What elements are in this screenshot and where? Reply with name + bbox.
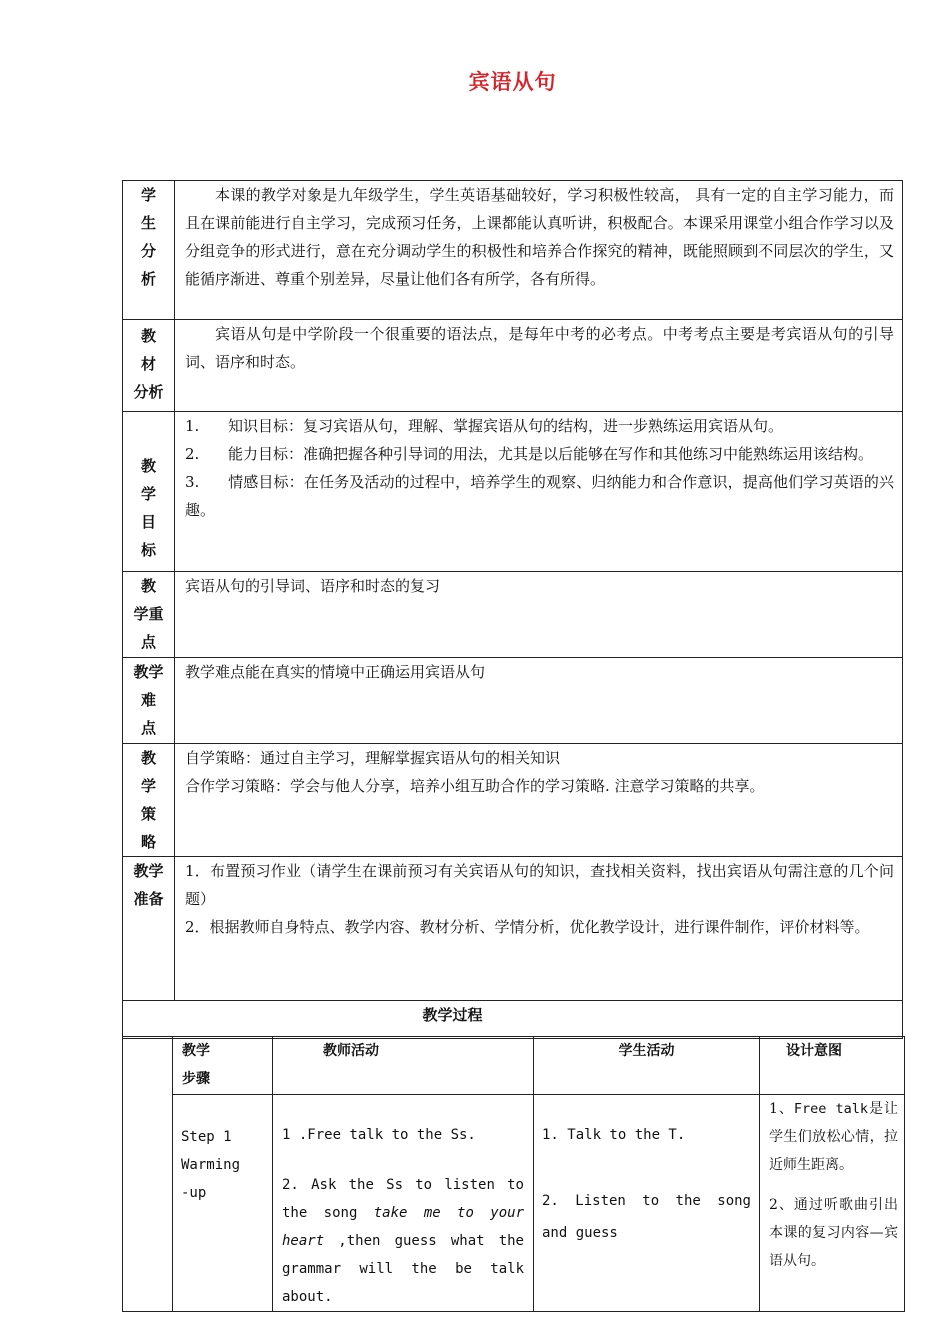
row-label: 教 学 策 略 xyxy=(123,744,175,857)
goal-item: 1. 知识目标：复习宾语从句，理解、掌握宾语从句的结构，进一步熟练运用宾语从句。 xyxy=(185,417,784,435)
song-title: take me to your heart xyxy=(282,1205,525,1249)
process-table xyxy=(122,1036,905,1312)
header-student: 学生活动 xyxy=(534,1037,760,1095)
row-content xyxy=(175,658,903,744)
paragraph: 教学难点能在真实的情境中正确运用宾语从句 xyxy=(185,663,486,681)
header-design: 设计意图 xyxy=(760,1037,905,1095)
process-margin-cell xyxy=(123,1037,173,1312)
process-heading: 教学过程 xyxy=(123,1001,903,1039)
page-title: 宾语从句 xyxy=(468,70,557,94)
row-label: 教学 准备 xyxy=(123,857,175,1001)
row-label: 教 材 分析 xyxy=(123,320,175,412)
row-content xyxy=(175,412,903,572)
paragraph: 宾语从句是中学阶段一个很重要的语法点，是每年中考的必考点。中考考点主要是考宾语从句的引导词、语序和时态。 xyxy=(185,325,894,371)
row-content xyxy=(175,320,903,412)
row-student-analysis xyxy=(123,181,903,320)
paragraph: 自学策略：通过自主学习，理解掌握宾语从句的相关知识 xyxy=(185,749,561,767)
row-label: 教 学 目 标 xyxy=(123,412,175,572)
paragraph: 2．根据教师自身特点、教学内容、教材分析、学情分析，优化教学设计，进行课件制作，评价材料等。 xyxy=(185,918,870,936)
row-label: 教学 难 点 xyxy=(123,658,175,744)
goal-item: 2. 能力目标：准确把握各种引导词的用法，尤其是以后能够在写作和其他练习中能熟练运用该结构。 xyxy=(185,445,874,463)
paragraph: 本课的教学对象是九年级学生，学生英语基础较好，学习积极性较高， 具有一定的自主学习能力，而且在课前能进行自主学习，完成预习任务，上课都能认真听讲，积极配合。本课采用课堂小组合作学习以及分组竞争的形式进行，意在充分调动学生的积极性和培养合作探究的精神，既能照顾到不同层次的学生，又能循序渐进、尊重个别差异，尽量让他们各有所学，各有所得。 xyxy=(185,186,894,288)
process-header-row xyxy=(123,1037,905,1095)
step-name: Step 1 Warming -up xyxy=(173,1095,273,1312)
paragraph: 宾语从句的引导词、语序和时态的复习 xyxy=(185,577,441,595)
row-preparation xyxy=(123,857,903,1001)
row-content xyxy=(175,744,903,857)
row-strategies xyxy=(123,744,903,857)
row-content xyxy=(175,181,903,320)
student-activity: 1. Talk to the T. 2. Listen to the song and guess xyxy=(534,1095,760,1312)
row-label: 学 生 分 析 xyxy=(123,181,175,320)
row-content xyxy=(175,572,903,658)
lesson-plan-table xyxy=(122,180,903,1039)
row-process-heading xyxy=(123,1001,903,1039)
row-content xyxy=(175,857,903,1001)
row-teaching-goals xyxy=(123,412,903,572)
teacher-activity: 1 .Free talk to the Ss. 2. Ask the Ss to listen to the song take me to your heart ,then guess what the grammar will the be talk about. xyxy=(273,1095,534,1312)
row-key-points xyxy=(123,572,903,658)
paragraph: 1．布置预习作业（请学生在课前预习有关宾语从句的知识，查找相关资料，找出宾语从句需注意的几个问题） xyxy=(185,862,894,908)
row-material-analysis xyxy=(123,320,903,412)
row-difficult-points xyxy=(123,658,903,744)
goal-item: 3. 情感目标：在任务及活动的过程中，培养学生的观察、归纳能力和合作意识，提高他们学习英语的兴趣。 xyxy=(185,473,894,519)
header-step: 教学 步骤 xyxy=(173,1037,273,1095)
header-teacher: 教师活动 xyxy=(273,1037,534,1095)
row-label: 教 学重 点 xyxy=(123,572,175,658)
paragraph: 合作学习策略：学会与他人分享，培养小组互助合作的学习策略. 注意学习策略的共享。 xyxy=(185,777,765,795)
design-intent: 1、Free talk是让学生们放松心情，拉近师生距离。 2、通过听歌曲引出本课的复习内容—宾语从句。 xyxy=(760,1095,905,1312)
process-step-row xyxy=(123,1095,905,1312)
